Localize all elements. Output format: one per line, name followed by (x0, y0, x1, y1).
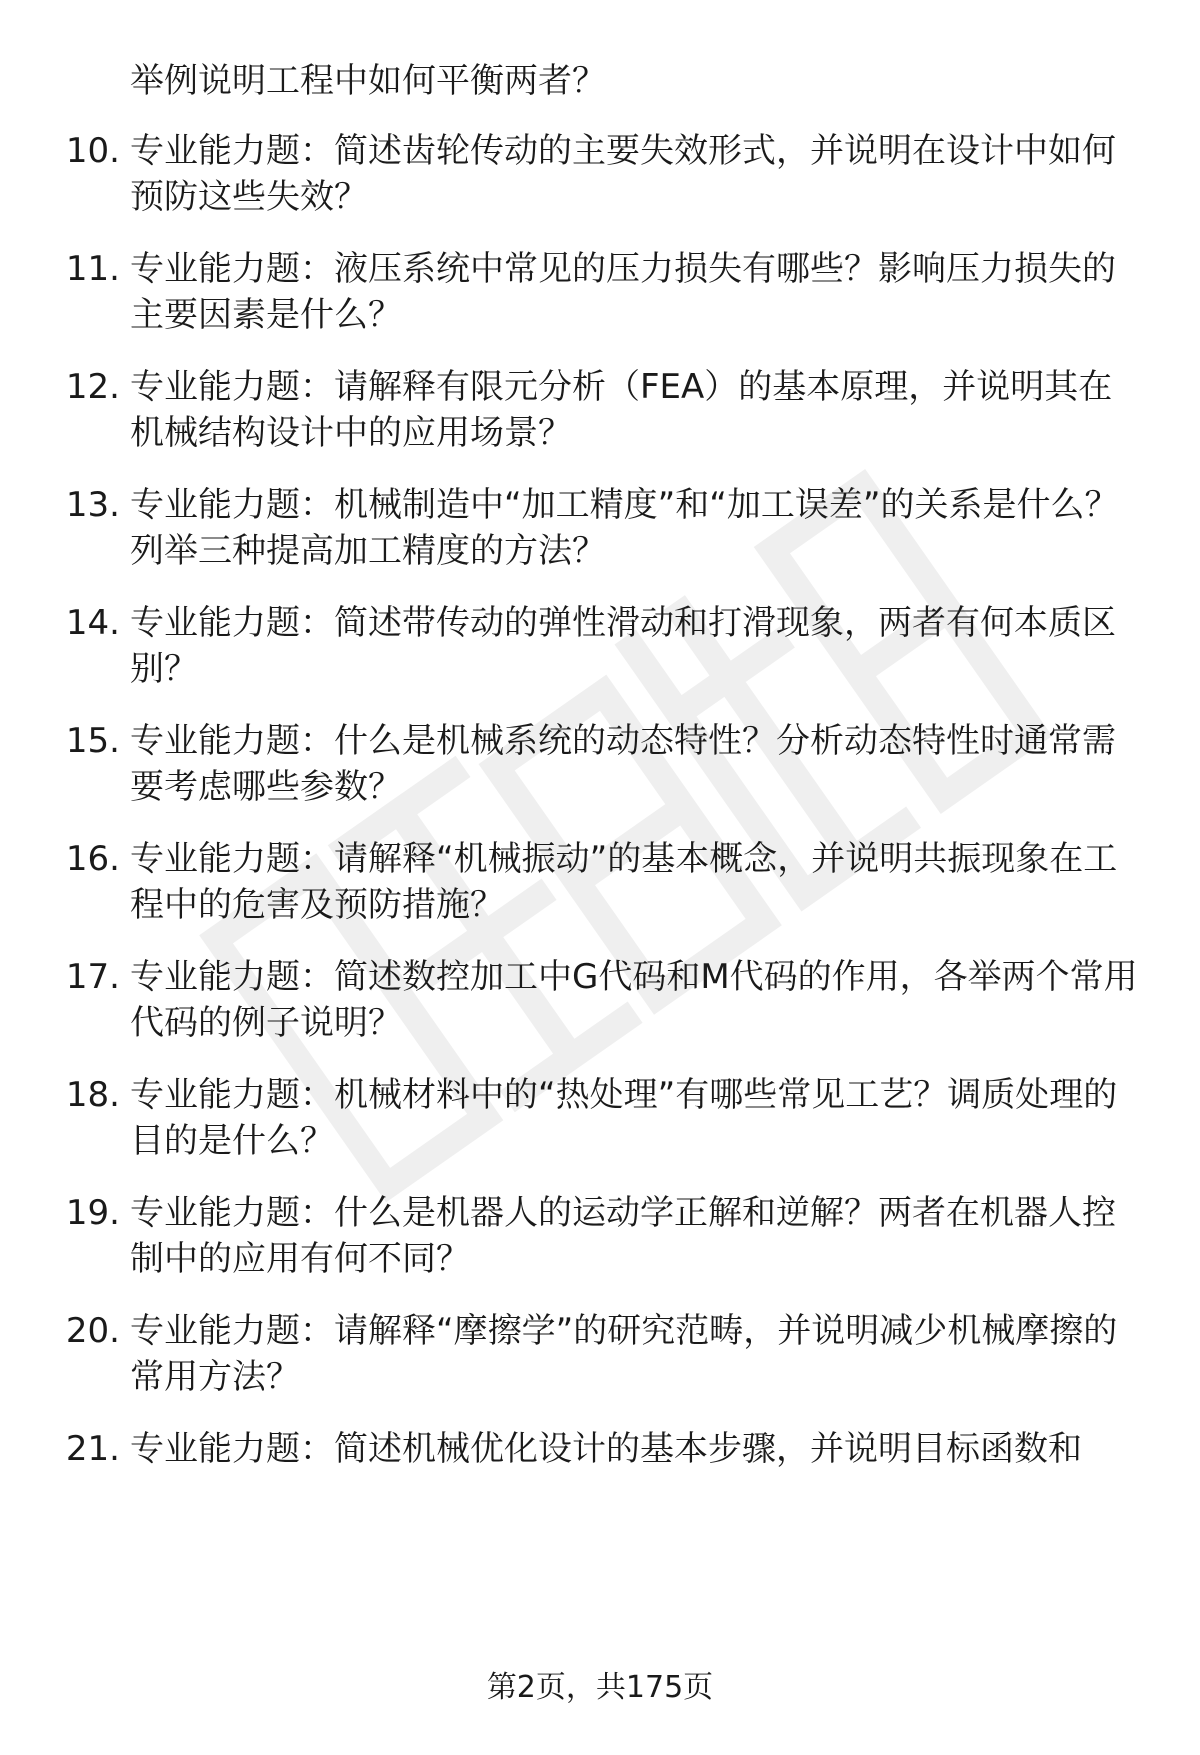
question-item-10 (48, 128, 1140, 228)
question-text: 专业能力题：简述齿轮传动的主要失效形式，并说明在设计中如何预防这些失效？ (130, 131, 1116, 217)
question-item-12 (48, 364, 1140, 464)
question-text: 专业能力题：什么是机器人的运动学正解和逆解？两者在机器人控制中的应用有何不同？ (130, 1193, 1116, 1279)
question-text: 专业能力题：请解释有限元分析（FEA）的基本原理，并说明其在机械结构设计中的应用场景？ (130, 367, 1113, 453)
question-item-16 (48, 836, 1140, 936)
question-text: 专业能力题：简述机械优化设计的基本步骤，并说明目标函数和 (130, 1429, 1082, 1469)
question-item-20 (48, 1308, 1140, 1408)
question-item-18 (48, 1072, 1140, 1172)
question-number: 17. (65, 957, 120, 997)
question-text: 专业能力题：请解释“摩擦学”的研究范畴，并说明减少机械摩擦的常用方法？ (130, 1311, 1118, 1397)
question-text: 专业能力题：简述带传动的弹性滑动和打滑现象，两者有何本质区别？ (130, 603, 1116, 689)
question-item-21 (48, 1426, 1140, 1526)
question-item-15 (48, 718, 1140, 818)
question-item-19 (48, 1190, 1140, 1290)
question-item-11 (48, 246, 1140, 346)
question-text: 专业能力题：机械材料中的“热处理”有哪些常见工艺？调质处理的目的是什么？ (130, 1075, 1118, 1161)
question-text: 专业能力题：液压系统中常见的压力损失有哪些？影响压力损失的主要因素是什么？ (130, 249, 1116, 335)
question-item-13 (48, 482, 1140, 582)
question-text: 专业能力题：请解释“机械振动”的基本概念，并说明共振现象在工程中的危害及预防措施？ (130, 839, 1118, 925)
question-text: 专业能力题：简述数控加工中G代码和M代码的作用，各举两个常用代码的例子说明？ (130, 957, 1138, 1043)
question-number: 20. (65, 1311, 120, 1351)
question-number: 18. (65, 1075, 120, 1115)
question-text: 专业能力题：什么是机械系统的动态特性？分析动态特性时通常需要考虑哪些参数？ (130, 721, 1116, 807)
page-footer: 第2页，共175页 (486, 1670, 714, 1705)
question-number: 15. (65, 721, 120, 761)
question-number: 14. (65, 603, 120, 643)
question-item-14 (48, 600, 1140, 700)
question-number: 12. (65, 367, 120, 407)
question-number: 16. (65, 839, 120, 879)
question-number: 21. (65, 1429, 120, 1469)
continuation-text: 举例说明工程中如何平衡两者？ (130, 61, 606, 101)
question-number: 11. (65, 249, 120, 289)
question-text: 专业能力题：机械制造中“加工精度”和“加工误差”的关系是什么？列举三种提高加工精度的方法？ (130, 485, 1119, 571)
question-item-17 (48, 954, 1140, 1054)
question-number: 10. (65, 131, 120, 171)
question-number: 19. (65, 1193, 120, 1233)
question-number: 13. (65, 485, 120, 525)
